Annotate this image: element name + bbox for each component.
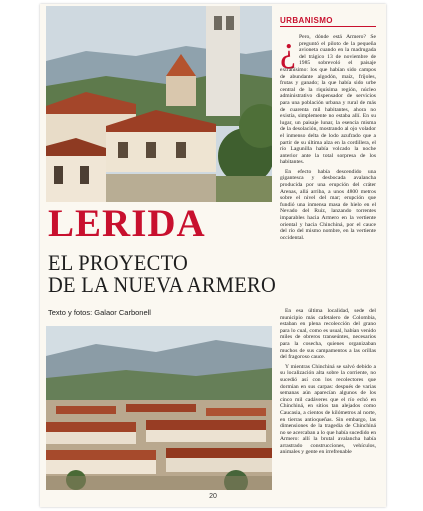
- subtitle-line-1: EL PROYECTO: [48, 250, 189, 275]
- paragraph-3: En esa última localidad, sede del municipio más cafetalero de Colombia, estaban en plena recolección del grano para lo cual, como es usual, habían venido miles de obreros transeúntes, necesarios para la cosecha, quienes organizaban muchos de sus campamentos a las orillas del fragoroso cauce.: [280, 308, 376, 361]
- text-column-bottom: [280, 308, 376, 490]
- photo-houses-illustration: [46, 6, 272, 202]
- drop-cap: ¿: [280, 34, 296, 69]
- photo-houses-and-church: [46, 6, 272, 202]
- magazine-page: [40, 4, 386, 507]
- byline: Texto y fotos: Galaor Carbonell: [48, 308, 151, 317]
- main-title: LERIDA: [48, 202, 206, 245]
- paragraph-4: Y mientras Chinchiná se salvó debido a su localización alta sobre la corriente, no sucedió así con los recolectores que dormían en sus carpas: después de varias semanas aún aparecían algunos de los cinco mil cadáveres que el río echó en Chinchiná, en sitios tan alejados como Caucasia, a cientos de kilómetros al norte, en tierras antioqueñas. Sin embargo, las dimensiones de la tragedia de Chinchiná no se acercaban a lo que había sucedido en Armero: allí la brutal avalancha había arrastrado construcciones, vehículos, animales y gente en irrefrenable: [280, 363, 376, 456]
- paragraph-1-text: Pero, dónde está Armero? Se preguntó el piloto de la pequeña avioneta cuando en la madrugada del trágico 13 de noviembre de 1985 sobrevoló el paisaje extrañísimo: los que habían sido campos de abundante algodón, maíz, fríjoles, frutas y ganado; la que había sido urbe central de la riquísima región, núcleo administrativo dispensador de servicios para una población urbana y rural de más de cuarenta mil habitantes, ahora no existía, simplemente no estaba allí. En su lugar, un paisaje lunar, la esencia misma de la desolación, mostrando al ojo volador el inmenso delta de lodo azufrado que a partir de su última alza en la cordillera, el río Lagunilla había volcado la noche anterior ante la total sorpresa de los habitantes.: [280, 34, 376, 166]
- page-number: 20: [209, 493, 217, 500]
- photo-town-illustration: [46, 326, 272, 490]
- subtitle: [48, 252, 276, 296]
- section-label: URBANISMO: [280, 16, 376, 27]
- subtitle-line-2: DE LA NUEVA ARMERO: [48, 272, 277, 297]
- text-column-top: [280, 34, 376, 308]
- photo-town-aerial: [46, 326, 272, 490]
- paragraph-1: [280, 34, 376, 166]
- paragraph-2: En efecto había descendido una gigantesca y desbocada avalancha producida por una erupción del cráter Arenas, allá arriba, a unos 4800 metros sobre el nivel del mar; erupción que fundió una inmensa masa de hielo en el Nevado del Ruiz, lanzando torrentes imparables hacia Armero en la vertiente oriental y hacia Chinchiná, por el cauce del río del mismo nombre, en la vertiente occidental.: [280, 168, 376, 241]
